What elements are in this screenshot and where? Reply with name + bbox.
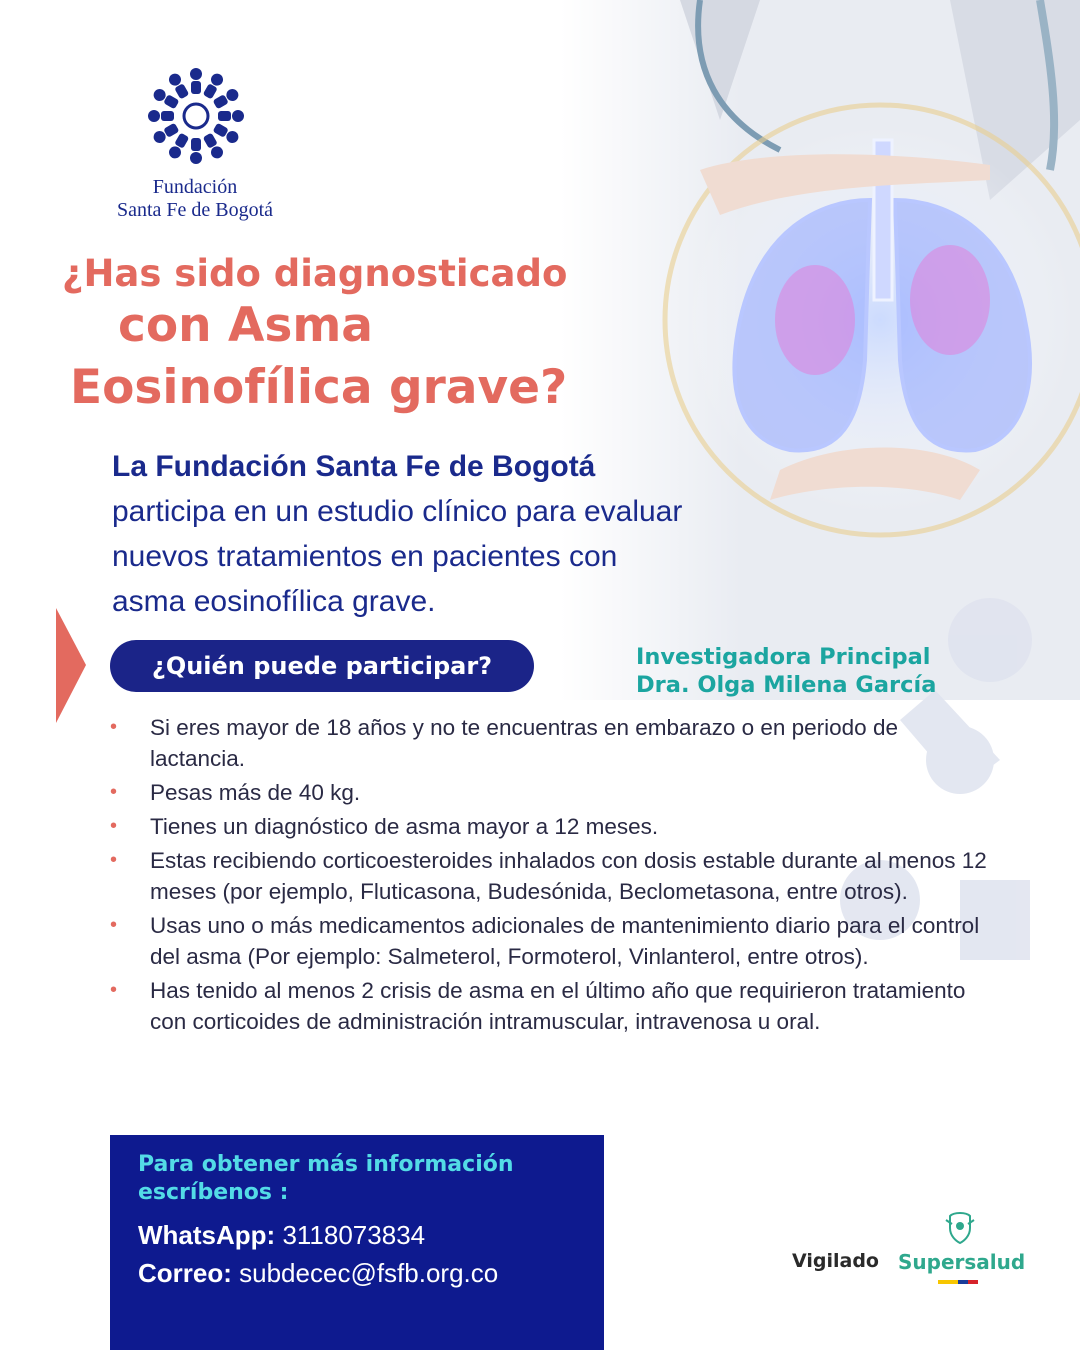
organization-name-line1: Fundación (152, 176, 238, 198)
criteria-text: Estas recibiendo corticoesteroides inhalados con dosis estable durante al menos 12 meses (por ejemplo, Fluticasona, Budesónida, Beclometasona, entre otros). (150, 848, 987, 904)
criteria-item (108, 811, 988, 842)
headline-line3: Eosinofílica grave? (70, 360, 568, 415)
vigilado-label: Vigilado (792, 1250, 879, 1272)
intro-line1: participa en un estudio clínico para evaluar (112, 495, 683, 528)
fundacion-logo-icon (146, 66, 246, 166)
criteria-text: Pesas más de 40 kg. (150, 780, 361, 805)
email-address[interactable]: subdecec@fsfb.org.co (239, 1258, 499, 1288)
criteria-list (108, 712, 988, 1040)
investigator-name: Dra. Olga Milena García (636, 672, 937, 698)
supersalud-label: Supersalud (898, 1250, 1026, 1274)
colombia-flag-stripe (938, 1280, 978, 1284)
arrow-right-icon (56, 608, 86, 723)
whatsapp-row (138, 1219, 598, 1251)
criteria-text: Has tenido al menos 2 crisis de asma en el último año que requirieron tratamiento con corticoides de administración intramuscular, intravenosa u oral. (150, 978, 966, 1034)
bullet-icon: • (110, 781, 118, 803)
criteria-text: Tienes un diagnóstico de asma mayor a 12 meses. (150, 814, 659, 839)
bullet-icon: • (110, 914, 118, 936)
criteria-item (108, 910, 988, 972)
organization-name (100, 176, 290, 222)
bullet-icon: • (110, 815, 118, 837)
email-label: Correo: (138, 1258, 232, 1288)
criteria-item (108, 712, 988, 774)
bullet-icon: • (110, 979, 118, 1001)
contact-title: Para obtener más información escríbenos : (138, 1152, 514, 1205)
bullet-icon: • (110, 849, 118, 871)
investigator-role: Investigadora Principal (636, 644, 931, 670)
bullet-icon: • (110, 716, 118, 738)
intro-strong: La Fundación Santa Fe de Bogotá (112, 450, 596, 483)
criteria-item (108, 975, 988, 1037)
headline-line1: ¿Has sido diagnosticado (62, 252, 568, 295)
intro-paragraph (112, 444, 832, 624)
who-can-participate-badge: ¿Quién puede participar? (110, 640, 534, 692)
criteria-item (108, 845, 988, 907)
colombia-shield-icon (942, 1210, 978, 1246)
email-row (138, 1257, 598, 1289)
criteria-item (108, 777, 988, 808)
investigator-block (636, 643, 936, 699)
organization-name-line2: Santa Fe de Bogotá (116, 199, 274, 221)
intro-line2: nuevos tratamientos en pacientes con (112, 540, 618, 573)
criteria-text: Usas uno o más medicamentos adicionales de mantenimiento diario para el control del asma (Por ejemplo: Salmeterol, Formoterol, Vinlanterol, entre otros). (150, 913, 980, 969)
headline-line2: con Asma (118, 298, 374, 353)
contact-box (110, 1135, 604, 1350)
whatsapp-label: WhatsApp: (138, 1220, 276, 1250)
criteria-text: Si eres mayor de 18 años y no te encuentras en embarazo o en periodo de lactancia. (150, 715, 898, 771)
whatsapp-number[interactable]: 3118073834 (282, 1220, 426, 1250)
intro-line3: asma eosinofílica grave. (112, 585, 436, 618)
